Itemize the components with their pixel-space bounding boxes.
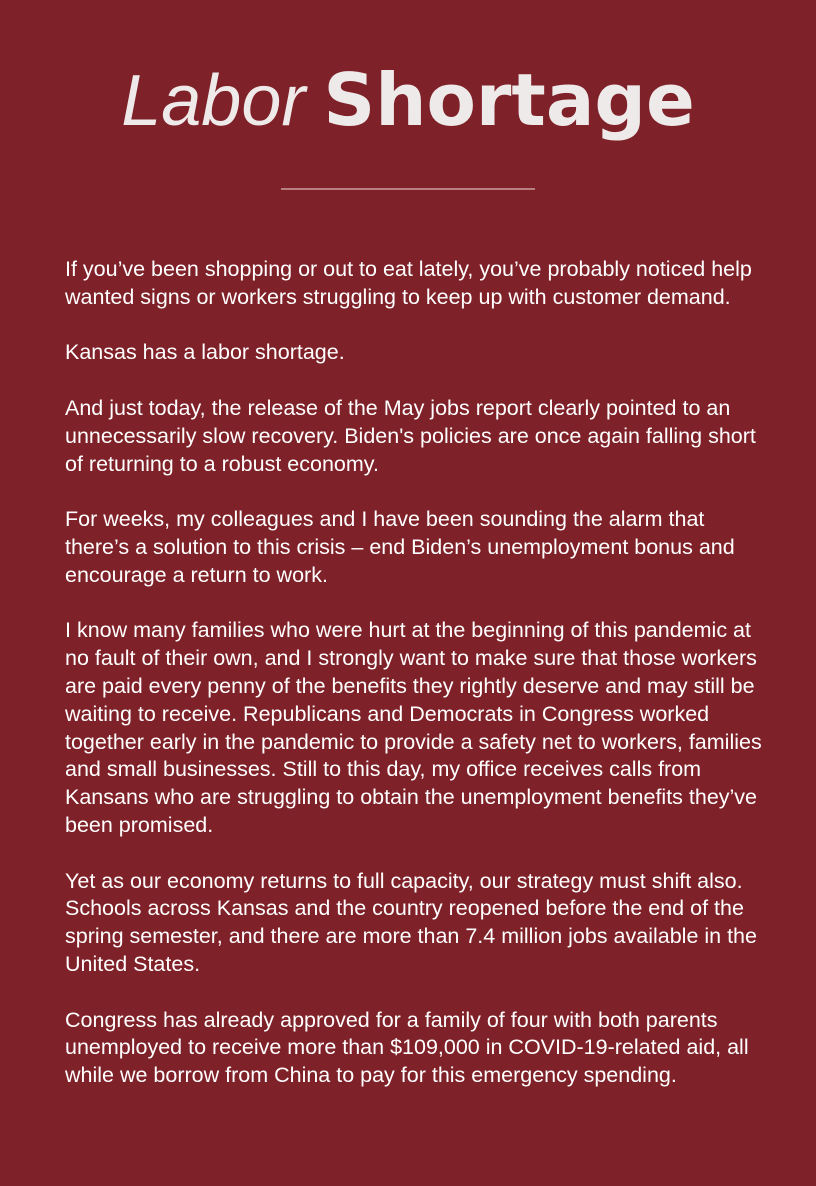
- paragraph: Kansas has a labor shortage.: [65, 340, 345, 365]
- paragraph: If you’ve been shopping or out to eat lately, you’ve probably noticed help wanted signs or workers struggling to keep up with customer demand.: [65, 257, 752, 309]
- title-word-shortage: Shortage: [323, 58, 695, 142]
- paragraph: Congress has already approved for a family of four with both parents unemployed to receive more than $109,000 in COVID-19-related aid, all while we borrow from China to pay for this emergency spending.: [65, 1007, 749, 1088]
- page-title: [0, 58, 816, 143]
- paragraph: For weeks, my colleagues and I have been sounding the alarm that there’s a solution to this crisis – end Biden’s unemployment bonus and encourage a return to work.: [65, 507, 735, 587]
- paragraph: I know many families who were hurt at the beginning of this pandemic at no fault of their own, and I strongly want to make sure that those workers are paid every penny of the benefits they rightly deserve and may still be waiting to receive. Republicans and Democrats in Congress worked together early in the pandemic to provide a safety net to workers, families and small businesses. Still to this day, my office receives calls from Kansans who are struggling to obtain the unemployment benefits they’ve been promised.: [65, 618, 762, 837]
- title-divider: [281, 188, 535, 190]
- title-word-labor: Labor: [121, 61, 306, 141]
- article-body: [65, 256, 765, 1118]
- paragraph: And just today, the release of the May jobs report clearly pointed to an unnecessarily slow recovery. Biden's policies are once again falling short of returning to a robust economy.: [65, 395, 756, 476]
- paragraph: Yet as our economy returns to full capacity, our strategy must shift also. Schools across Kansas and the country reopened before the end of the spring semester, and there are more than 7.4 million jobs available in the United States.: [65, 868, 757, 976]
